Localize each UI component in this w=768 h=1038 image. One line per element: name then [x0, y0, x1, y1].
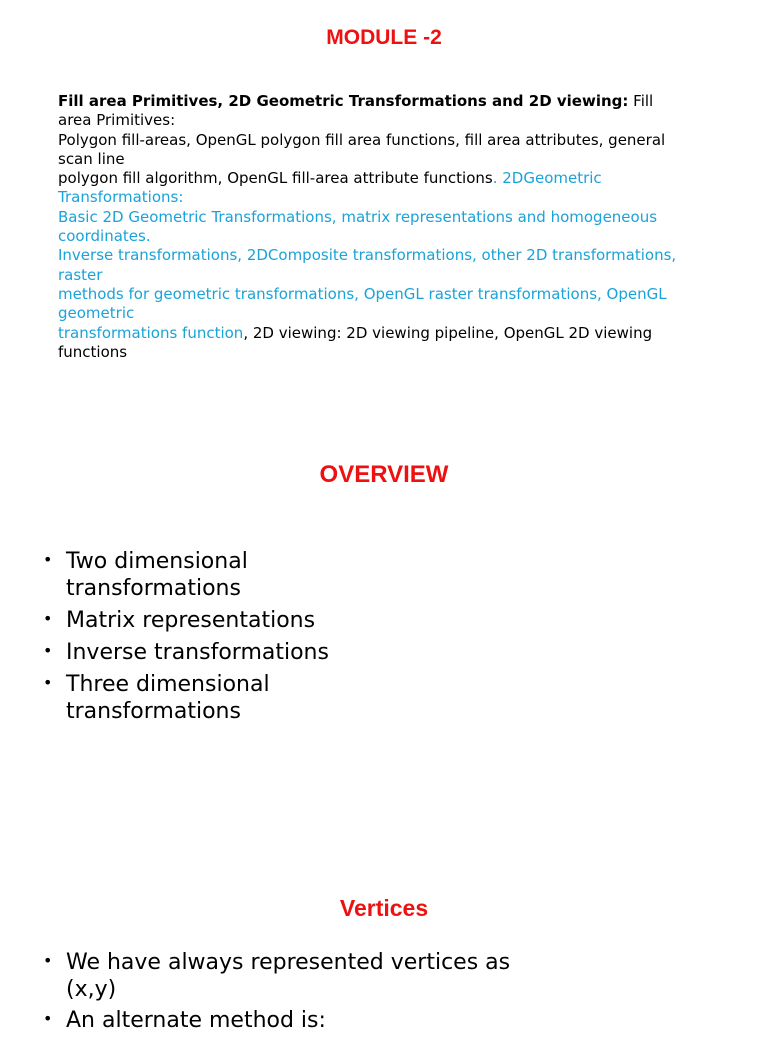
syllabus-line-3: Polygon fill-areas, OpenGL polygon fill area functions, fill area attributes, general: [58, 130, 666, 149]
syllabus-heading: Fill area Primitives, 2D Geometric Transformations and 2D viewing:: [58, 92, 629, 110]
list-item: [0, 639, 329, 666]
list-item-text: Two dimensional: [66, 549, 248, 574]
syllabus-text: , 2D viewing: 2D viewing pipeline, OpenGL 2D viewing: [243, 323, 653, 342]
list-item: [0, 671, 329, 725]
syllabus-text: polygon fill algorithm, OpenGL fill-area attribute functions: [58, 169, 493, 188]
syllabus-text: Fill: [628, 92, 654, 110]
bullet-icon: •: [43, 550, 53, 569]
syllabus-paragraph: [58, 92, 724, 362]
list-item-text: An alternate method is:: [66, 1008, 326, 1033]
bullet-icon: •: [43, 951, 53, 970]
list-item-text: Three dimensional: [66, 672, 270, 697]
syllabus-line-8: coordinates.: [58, 227, 151, 246]
syllabus-line-6: Transformations:: [58, 188, 184, 207]
syllabus-blue-text: transformations function: [58, 323, 244, 342]
overview-title: OVERVIEW: [319, 461, 449, 488]
list-item-text: Matrix representations: [66, 608, 316, 633]
syllabus-line-12: geometric: [58, 304, 135, 323]
bullet-icon: •: [43, 673, 53, 692]
syllabus-line-14: functions: [58, 342, 128, 361]
syllabus-line-11: methods for geometric transformations, OpenGL raster transformations, OpenGL: [58, 284, 667, 303]
list-item: [0, 548, 329, 602]
syllabus-line-2: area Primitives:: [58, 111, 176, 130]
syllabus-line-1: [58, 92, 724, 111]
vertices-list: [0, 949, 510, 1038]
syllabus-line-5: [58, 169, 724, 188]
list-item-text: (x,y): [66, 977, 117, 1002]
bullet-icon: •: [43, 641, 53, 660]
list-item-text: transformations: [66, 576, 241, 601]
list-item: [0, 1007, 510, 1034]
syllabus-line-4: scan line: [58, 149, 125, 168]
vertices-title: Vertices: [339, 895, 429, 921]
bullet-icon: •: [43, 609, 53, 628]
syllabus-line-7: Basic 2D Geometric Transformations, matrix representations and homogeneous: [58, 207, 658, 226]
syllabus-line-9: Inverse transformations, 2DComposite transformations, other 2D transformations,: [58, 246, 677, 265]
list-item-text: transformations: [66, 699, 241, 724]
list-item: [0, 607, 329, 634]
syllabus-line-13: [58, 324, 724, 343]
syllabus-blue-text: . 2DGeometric: [492, 169, 602, 188]
list-item: [0, 949, 510, 1003]
overview-list: [0, 548, 329, 730]
list-item-text: Inverse transformations: [66, 640, 329, 665]
list-item-text: We have always represented vertices as: [66, 950, 511, 975]
module-title: MODULE -2: [326, 26, 442, 49]
syllabus-line-10: raster: [58, 265, 103, 284]
bullet-icon: •: [43, 1009, 53, 1028]
